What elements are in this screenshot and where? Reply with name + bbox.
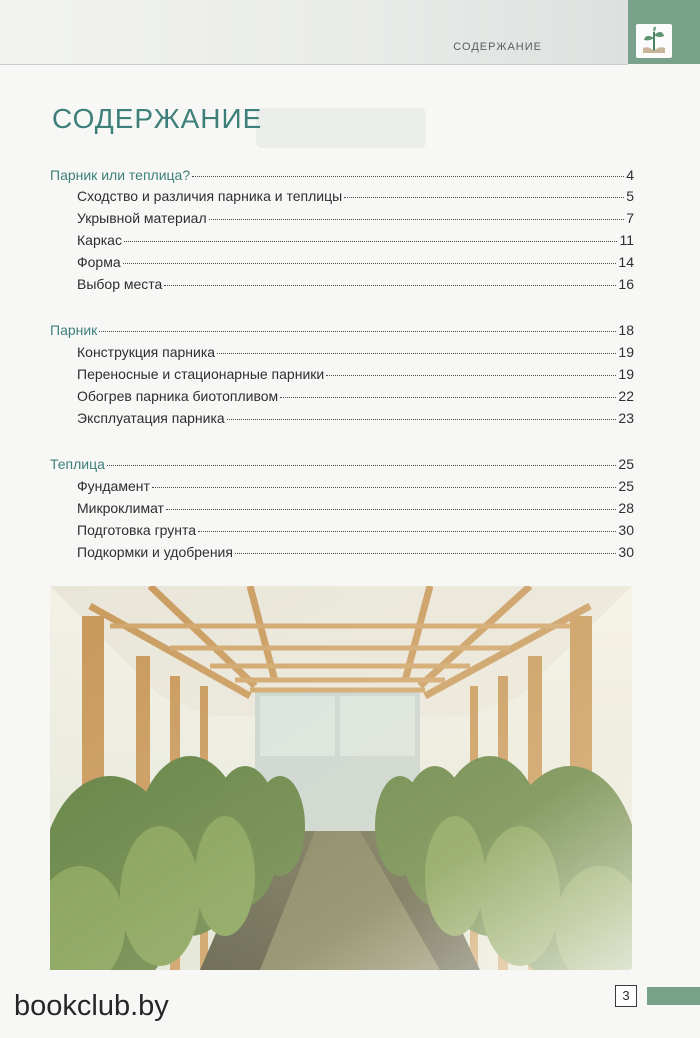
page-title: СОДЕРЖАНИЕ — [52, 103, 263, 134]
toc-page-number: 18 — [618, 322, 634, 338]
toc-page-number: 19 — [618, 366, 634, 382]
toc-leader-dots — [124, 241, 618, 242]
toc-label: Форма — [77, 254, 121, 270]
toc-leader-dots — [235, 553, 616, 554]
toc-leader-dots — [209, 219, 625, 220]
toc-label: Эксплуатация парника — [77, 410, 225, 426]
toc-page-number: 7 — [626, 210, 634, 226]
toc-leader-dots — [217, 353, 616, 354]
toc-label: Парник или теплица? — [50, 167, 191, 183]
toc-subsection — [77, 542, 634, 562]
toc-subsection — [77, 520, 634, 540]
toc-label: Переносные и стационарные парники — [77, 366, 325, 382]
toc-subsection — [77, 386, 634, 406]
toc-section — [50, 454, 634, 474]
toc-page-number: 5 — [626, 188, 634, 204]
toc-label: Теплица — [50, 456, 105, 472]
toc-page-number: 25 — [618, 456, 634, 472]
toc-page-number: 19 — [618, 344, 634, 360]
toc-section — [50, 320, 634, 340]
toc-label: Обогрев парника биотопливом — [77, 388, 279, 404]
toc-label: Выбор места — [77, 276, 163, 292]
toc-label: Каркас — [77, 232, 122, 248]
toc-section — [50, 165, 634, 185]
toc-subsection — [77, 186, 634, 206]
toc-page-number: 23 — [618, 410, 634, 426]
toc-leader-dots — [166, 509, 616, 510]
toc-label: Микроклимат — [77, 500, 164, 516]
toc-leader-dots — [326, 375, 616, 376]
toc-page-number: 4 — [626, 167, 634, 183]
toc-label: Укрывной материал — [77, 210, 207, 226]
toc-leader-dots — [198, 531, 616, 532]
plant-hand-icon — [636, 24, 672, 58]
toc-leader-dots — [344, 197, 624, 198]
toc-label: Конструкция парника — [77, 344, 216, 360]
footer-band — [647, 987, 700, 1005]
toc-page-number: 30 — [618, 522, 634, 538]
toc-subsection — [77, 476, 634, 496]
toc-leader-dots — [152, 487, 617, 488]
toc-page-number: 11 — [619, 232, 634, 248]
toc-page-number: 16 — [618, 276, 634, 292]
title-ghost-watermark — [256, 108, 426, 148]
toc-subsection — [77, 274, 634, 294]
page-number: 3 — [615, 985, 637, 1007]
toc-leader-dots — [99, 331, 616, 332]
running-header: СОДЕРЖАНИЕ — [453, 41, 542, 53]
greenhouse-photo — [50, 586, 632, 970]
toc-leader-dots — [107, 465, 616, 466]
toc-subsection — [77, 342, 634, 362]
toc-leader-dots — [164, 285, 616, 286]
toc-label: Фундамент — [77, 478, 150, 494]
toc-label: Парник — [50, 322, 98, 338]
toc-page-number: 14 — [618, 254, 634, 270]
toc-subsection — [77, 408, 634, 428]
toc-leader-dots — [192, 176, 624, 177]
toc-leader-dots — [123, 263, 617, 264]
watermark: bookclub.by — [14, 990, 169, 1022]
toc-subsection — [77, 498, 634, 518]
toc-leader-dots — [227, 419, 617, 420]
header-badge — [628, 0, 700, 64]
header-band — [0, 0, 628, 65]
toc-page-number: 30 — [618, 544, 634, 560]
toc-subsection — [77, 208, 634, 228]
toc-subsection — [77, 252, 634, 272]
toc-subsection — [77, 230, 634, 250]
toc-leader-dots — [280, 397, 616, 398]
toc-page-number: 25 — [618, 478, 634, 494]
toc-label: Подготовка грунта — [77, 522, 197, 538]
toc-subsection — [77, 364, 634, 384]
toc-page-number: 28 — [618, 500, 634, 516]
toc-page-number: 22 — [618, 388, 634, 404]
toc-label: Сходство и различия парника и теплицы — [77, 188, 343, 204]
toc-label: Подкормки и удобрения — [77, 544, 233, 560]
